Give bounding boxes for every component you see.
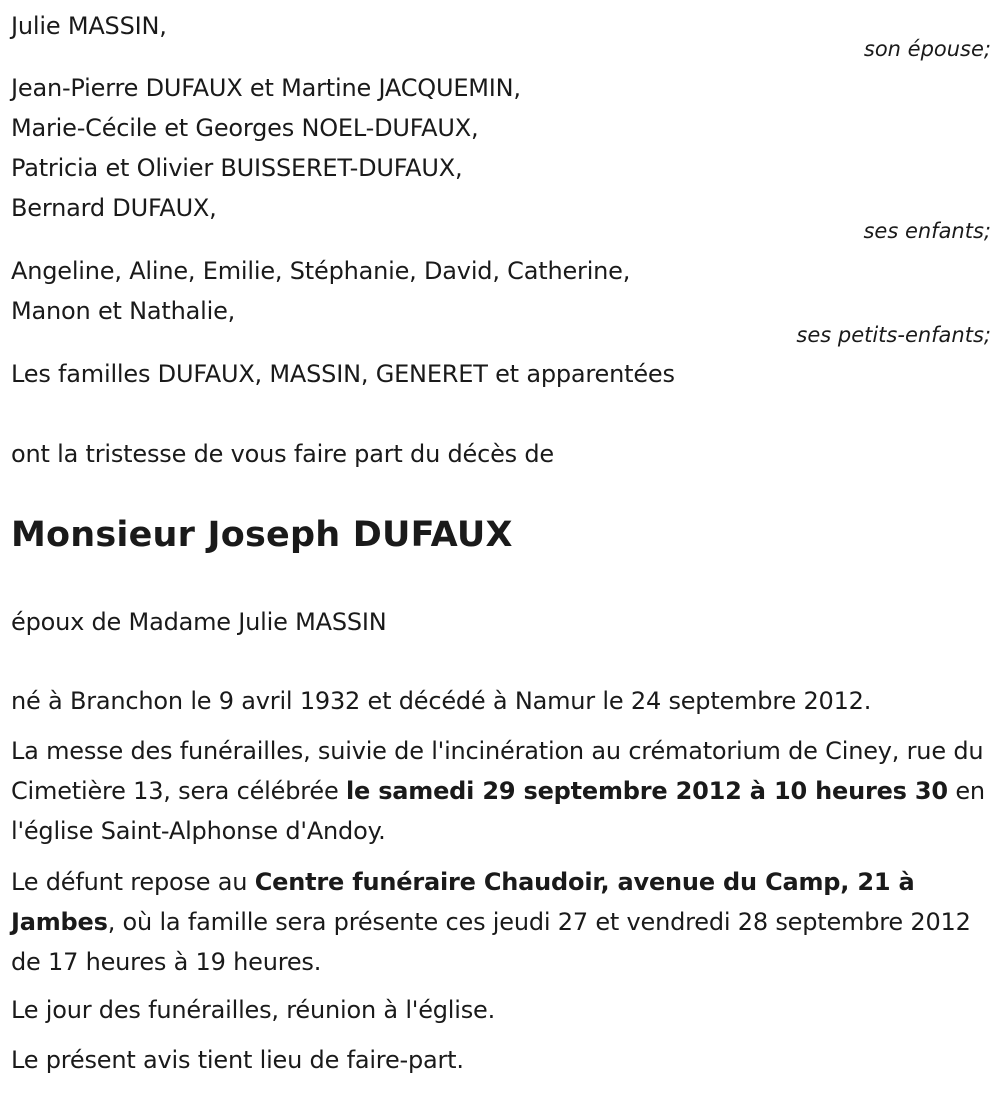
child-name: Jean-Pierre DUFAUX et Martine JACQUEMIN, bbox=[11, 74, 521, 102]
children-role: ses enfants; bbox=[863, 219, 991, 243]
repose-place: Centre funéraire Chaudoir, avenue du Camp, 21 à Jambes bbox=[11, 868, 915, 936]
repose-visiting-hours: , où la famille sera présente ces jeudi 27 et vendredi 28 septembre 2012 de 17 heures à 19 heures. bbox=[11, 908, 971, 976]
grandchild-names: Angeline, Aline, Emilie, Stéphanie, David, Catherine, bbox=[11, 257, 631, 285]
reunion-line: Le jour des funérailles, réunion à l'église. bbox=[11, 996, 496, 1024]
spouse-role: son épouse; bbox=[863, 37, 991, 61]
spouse-name: Julie MASSIN, bbox=[11, 12, 167, 40]
grandchildren-group bbox=[11, 251, 991, 331]
mass-date: le samedi 29 septembre 2012 à 10 heures 30 bbox=[345, 777, 948, 805]
children-group bbox=[11, 68, 991, 228]
repose-text: Le défunt repose au bbox=[11, 868, 255, 896]
closing-line: Le présent avis tient lieu de faire-part. bbox=[11, 1046, 464, 1074]
mass-location: en l'église Saint-Alphonse d'Andoy. bbox=[11, 777, 985, 845]
child-name: Bernard DUFAUX, bbox=[11, 194, 217, 222]
grandchildren-role: ses petits-enfants; bbox=[796, 323, 991, 347]
birth-death-line: né à Branchon le 9 avril 1932 et décédé à Namur le 24 septembre 2012. bbox=[11, 687, 872, 715]
spouse-group bbox=[11, 6, 991, 46]
deceased-name: Monsieur Joseph DUFAUX bbox=[11, 515, 513, 555]
mass-paragraph bbox=[11, 731, 991, 851]
child-name: Patricia et Olivier BUISSERET-DUFAUX, bbox=[11, 154, 463, 182]
mass-text: La messe des funérailles, suivie de l'incinération au crématorium de Ciney, rue du Cimetière 13, sera célébrée bbox=[11, 737, 984, 805]
spouse-line: époux de Madame Julie MASSIN bbox=[11, 608, 387, 636]
grandchild-names: Manon et Nathalie, bbox=[11, 297, 236, 325]
repose-paragraph bbox=[11, 862, 991, 982]
announcement: ont la tristesse de vous faire part du décès de bbox=[11, 440, 554, 468]
families-line: Les familles DUFAUX, MASSIN, GENERET et apparentées bbox=[11, 360, 675, 388]
child-name: Marie-Cécile et Georges NOEL-DUFAUX, bbox=[11, 114, 479, 142]
